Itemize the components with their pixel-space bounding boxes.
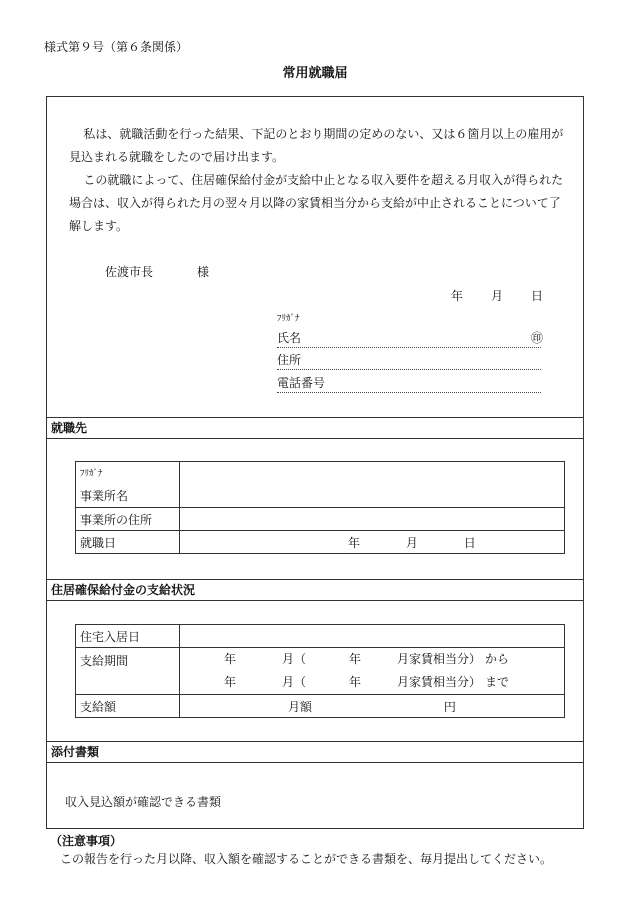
office-name-input[interactable] xyxy=(180,462,565,508)
from-rent-year: 年 xyxy=(348,652,361,666)
form-number: 様式第９号（第６条関係） xyxy=(44,40,189,54)
period-label: 支給期間 xyxy=(76,648,180,695)
submit-year-label: 年 xyxy=(451,289,464,303)
monthly-label: 月額 xyxy=(288,699,313,714)
start-date-label: 就職日 xyxy=(76,531,180,554)
to-rent-month: 月家賃相当分） xyxy=(396,675,481,689)
submit-day-label: 日 xyxy=(531,289,544,303)
notes-title: （注意事項） xyxy=(50,834,123,848)
start-date-year: 年 xyxy=(348,535,361,550)
section-benefit-header: 住居確保給付金の支給状況 xyxy=(47,579,583,601)
office-furigana-label: ﾌﾘｶﾞﾅ xyxy=(80,469,103,479)
form-frame xyxy=(46,96,584,829)
period-row-from xyxy=(184,648,560,671)
seal-mark: ㊞ xyxy=(530,331,543,345)
submit-month-label: 月 xyxy=(491,289,504,303)
section-attachments-header: 添付書類 xyxy=(47,741,583,763)
declaration-para-1: 私は、就職活動を行った結果、下記のとおり期間の定めのない、又は６箇月以上の雇用が見込まれる就職をしたので届け出ます。 xyxy=(69,127,564,164)
move-in-input[interactable] xyxy=(180,625,565,648)
attachment-item: 収入見込額が確認できる書類 xyxy=(65,795,222,809)
start-date-day: 日 xyxy=(463,535,476,550)
start-date-input[interactable] xyxy=(180,531,565,554)
employment-table xyxy=(75,461,565,554)
office-address-label: 事業所の住所 xyxy=(76,508,180,531)
section-employment-header: 就職先 xyxy=(47,417,583,439)
period-input[interactable] xyxy=(180,648,565,695)
from-month: 月（ xyxy=(281,652,306,666)
addressee-honorific: 様 xyxy=(197,265,210,279)
from-rent-month: 月家賃相当分） xyxy=(396,652,481,666)
yen-label: 円 xyxy=(443,699,456,714)
office-name-label: 事業所名 xyxy=(80,489,129,503)
addressee-name: 佐渡市長 xyxy=(105,265,154,279)
applicant-furigana-label: ﾌﾘｶﾞﾅ xyxy=(277,314,300,324)
applicant-address-label: 住所 xyxy=(277,353,302,367)
amount-label: 支給額 xyxy=(76,695,180,718)
office-address-input[interactable] xyxy=(180,508,565,531)
applicant-name-field[interactable] xyxy=(277,329,541,348)
applicant-phone-label: 電話番号 xyxy=(277,376,326,390)
page-title: 常用就職届 xyxy=(282,66,348,81)
applicant-address-field[interactable] xyxy=(277,351,541,370)
declaration-text xyxy=(69,123,569,238)
from-suffix: から xyxy=(485,652,510,666)
applicant-phone-field[interactable] xyxy=(277,374,541,393)
to-rent-year: 年 xyxy=(348,675,361,689)
amount-input[interactable] xyxy=(180,695,565,718)
declaration-para-2: この就職によって、住居確保給付金が支給中止となる収入要件を超える月収入が得られた場合は、収入が得られた月の翌々月以降の家賃相当分から支給が中止されることについて了解します。 xyxy=(69,173,564,233)
notes-text: この報告を行った月以降、収入額を確認することができる書類を、毎月提出してください。 xyxy=(60,852,553,866)
period-row-to xyxy=(184,671,560,694)
start-date-month: 月 xyxy=(405,535,418,550)
to-year: 年 xyxy=(223,675,236,689)
move-in-label: 住宅入居日 xyxy=(76,625,180,648)
office-name-cell-label xyxy=(76,462,180,508)
to-suffix: まで xyxy=(485,675,510,689)
from-year: 年 xyxy=(223,652,236,666)
to-month: 月（ xyxy=(281,675,306,689)
benefit-table xyxy=(75,624,565,718)
applicant-name-label: 氏名 xyxy=(277,331,302,345)
